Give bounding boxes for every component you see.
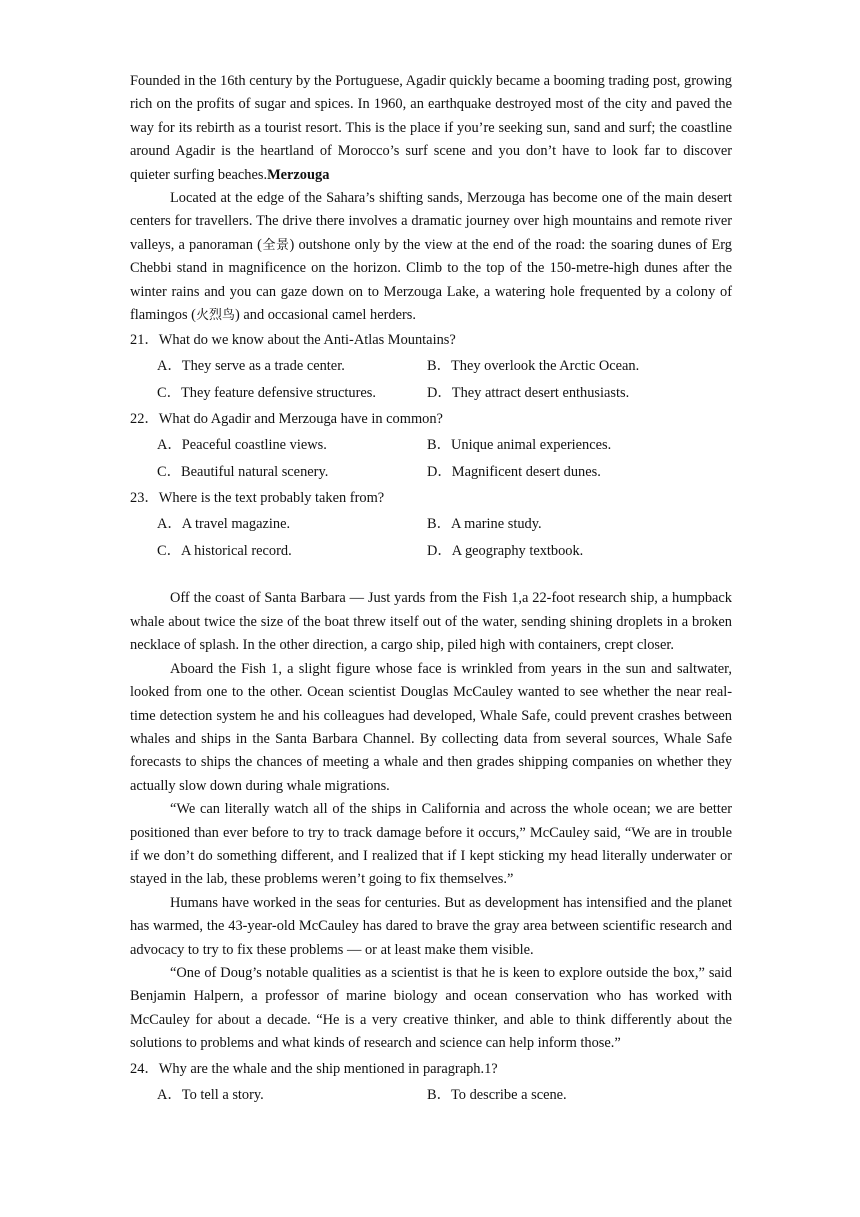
question-number: 22． bbox=[130, 411, 159, 428]
question-text: What do Agadir and Merzouga have in common? bbox=[158, 411, 443, 428]
option-c[interactable]: C．A historical record. bbox=[157, 542, 292, 559]
question-text: What do we know about the Anti-Atlas Mountains? bbox=[158, 332, 456, 349]
question-block bbox=[130, 485, 732, 564]
question-stem bbox=[130, 485, 732, 511]
question-block bbox=[130, 327, 732, 406]
option-b[interactable]: B．They overlook the Arctic Ocean. bbox=[427, 358, 640, 375]
option-c[interactable]: C．Beautiful natural scenery. bbox=[157, 463, 329, 480]
answer-options bbox=[157, 353, 732, 406]
option-a[interactable]: A．A travel magazine. bbox=[157, 516, 291, 533]
passage-paragraph-merzouga bbox=[130, 187, 732, 327]
passage-paragraph: Humans have worked in the seas for centuries. But as development has intensified and the planet has warmed, the 43-year-old McCauley has dared to brave the gray area between scientific research and advocacy to try to fix these problems — or at least make them visible. bbox=[130, 894, 732, 958]
question-stem bbox=[130, 406, 732, 432]
paragraph-text: Founded in the 16th century by the Portuguese, Agadir quickly became a booming trading post, growing rich on the profits of sugar and spices. In 1960, an earthquake destroyed most of the city and paved the way for its rebirth as a tourist resort. This is the place if you’re seeking sun, sand and surf; the coastline around Agadir is the heartland of Morocco’s surf scene and you don’t have to look far to discover quieter surfing beaches. bbox=[130, 73, 732, 183]
question-number: 21． bbox=[130, 332, 159, 349]
paragraph-text: ) outshone only by the view at the end of the road: the soaring dunes of Erg Chebbi stand in magnificence on the horizon. Climb to the top of the 150-metre-high dunes after the winter rains and you can gaze down on to Merzouga Lake, a watering hole frequented by a colony of flamingos ( bbox=[130, 236, 733, 324]
passage-paragraph: “We can literally watch all of the ships in California and across the whole ocean; we are better positioned than ever before to try to track damage before it occurs,” McCauley said, “We are in trouble if we don’t do something different, and I realized that if I kept sticking my head literally underwater or stayed in the lab, these problems weren’t going to fix themselves.” bbox=[130, 801, 732, 888]
question-text: Why are the whale and the ship mentioned in paragraph.1? bbox=[158, 1060, 498, 1077]
question-text: Where is the text probably taken from? bbox=[158, 490, 385, 507]
question-stem bbox=[130, 1056, 732, 1082]
question-number: 24． bbox=[130, 1060, 159, 1077]
option-d[interactable]: D．Magnificent desert dunes. bbox=[427, 463, 601, 480]
option-d[interactable]: D．They attract desert enthusiasts. bbox=[427, 384, 630, 401]
answer-options bbox=[157, 432, 732, 485]
passage-paragraph: “One of Doug’s notable qualities as a scientist is that he is keen to explore outside the box,” said Benjamin Halpern, a professor of marine biology and ocean conservation who has worked with McCauley for about a decade. “He is a very creative thinker, and able to think differently about the solutions to problems and what kinds of research and science can help inform those.” bbox=[130, 964, 732, 1052]
answer-options bbox=[157, 1082, 732, 1109]
question-block bbox=[130, 1056, 732, 1109]
option-b[interactable]: B．A marine study. bbox=[427, 516, 542, 533]
passage-paragraph: Off the coast of Santa Barbara — Just yards from the Fish 1,a 22-foot research ship, a humpback whale about twice the size of the boat threw itself out of the water, sending shining droplets in a broken necklace of splash. In the other direction, a cargo ship, piled high with containers, crept closer. bbox=[130, 590, 732, 654]
option-b[interactable]: B．To describe a scene. bbox=[427, 1086, 567, 1103]
question-block bbox=[130, 406, 732, 485]
section-heading-merzouga: Merzouga bbox=[267, 166, 330, 183]
paragraph-text: ) and occasional camel herders. bbox=[234, 307, 416, 324]
passage-paragraph-agadir bbox=[130, 70, 732, 187]
question-stem bbox=[130, 327, 732, 353]
option-d[interactable]: D．A geography textbook. bbox=[427, 542, 584, 559]
option-a[interactable]: A．To tell a story. bbox=[157, 1086, 264, 1103]
question-number: 23． bbox=[130, 490, 159, 507]
option-b[interactable]: B．Unique animal experiences. bbox=[427, 437, 612, 454]
option-c[interactable]: C．They feature defensive structures. bbox=[157, 384, 376, 401]
document-page bbox=[130, 70, 732, 1108]
paragraph-text: Located at the edge of the Sahara’s shifting sands, Merzouga has become one of the main desert centers for travellers. The drive there involves a dramatic journey over high mountains and remote river valleys, a panoraman ( bbox=[130, 190, 732, 253]
answer-options bbox=[157, 511, 732, 564]
passage-paragraph: Aboard the Fish 1, a slight figure whose face is wrinkled from years in the sun and saltwater, looked from one to the other. Ocean scientist Douglas McCauley wanted to see whether the near real-time detection system he and his colleagues had developed, Whale Safe, could prevent crashes between whales and ships in the Santa Barbara Channel. By collecting data from several sources, Whale Safe forecasts to ships the chances of meeting a whale and then grades shipping companies on whether they actually slow down during whale migrations. bbox=[130, 660, 732, 794]
option-a[interactable]: A．Peaceful coastline views. bbox=[157, 437, 327, 454]
section-gap bbox=[130, 564, 732, 587]
cjk-gloss: 火烈鸟 bbox=[195, 308, 235, 324]
cjk-gloss: 全景 bbox=[261, 237, 290, 253]
option-a[interactable]: A．They serve as a trade center. bbox=[157, 358, 345, 375]
